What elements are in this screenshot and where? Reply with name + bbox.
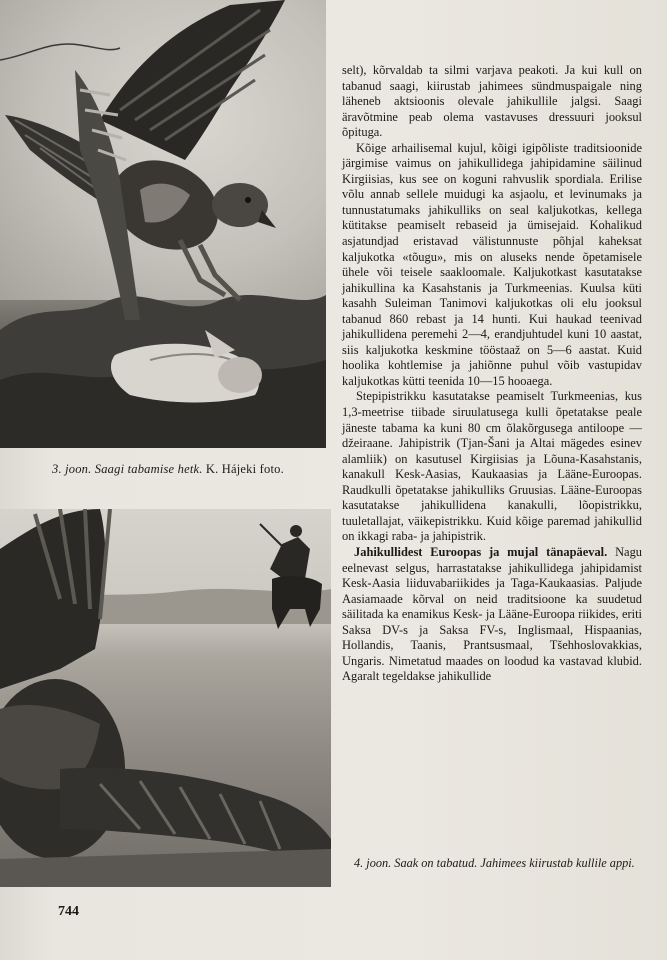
section-heading: Jahikullidest Euroopas ja mujal tänapäeval. [354, 544, 608, 559]
page-number: 744 [58, 904, 79, 919]
figure-3-photo [0, 0, 326, 448]
figure-4-photo [0, 509, 331, 887]
article-section-paragraph [342, 545, 642, 685]
article-text-column [342, 63, 642, 685]
article-paragraph: selt), kõrvaldab ta silmi varjava peakoti. Ja kui kull on tabanud saagi, kiirustab jahimees sündmuspaigale ning läheneb aktsioonis olevale jahikullile jalgsi. Saagi äravõtmine peab olema vastavuses dressuuri jooksul õpituga. [342, 63, 642, 140]
figure-4-caption: 4. joon. Saak on tabatud. Jahimees kiirustab kullile appi. [354, 856, 635, 870]
section-paragraph-text: Nagu eelnevast selgus, harrastatakse jahikullidega jahipidamist Kesk-Aasia liiduvabariikides ja Taga-Kaukaasias. Paljude Aasiamaade kõrval on neid traditsioone ka suudetud säilitada ka enamikus Kesk- ja Lääne-Euroopa riikides, eriti Saksa DV-s ja Saksa FV-s, Inglismaal, Hispaanias, Hollandis, Taanis, Prantsusmaal, Tšehhoslovakkias, Ungaris. Nimetatud maades on loodud ka vastavad klubid. Agaralt tegeldakse jahikullide [342, 544, 643, 684]
eagle-illustration [0, 509, 331, 887]
figure-3-photo-credit: K. Hájeki foto. [205, 462, 284, 476]
figure-3-caption [52, 462, 334, 477]
hawk-illustration [0, 0, 326, 448]
article-paragraph: Kõige arhailisemal kujul, kõigi igipõliste traditsioonide järgimise vaimus on jahikullidega jahipidamine säilinud Kirgiisias, kus see on koguni rahvuslik spordiala. Erilise võlu annab sellele muidugi ka asjaolu, et levinumaks ja tunnustatumaks jahikulliks on seal kaljukotkas, kellega kütitakse peamiselt rebaseid ja ümisejaid. Kohalikud asjatundjad eristavad välistunnuste põhjal kaheksat kaljukotka «tõugu», mis on aluseks nende õpetamisele ühele või teisele saakloomale. Kaljukotkast kasutatakse jahikullina ka Kasahstanis ja Turkmeenias. Kuulsa küti kasahh Suleiman Tanimovi kaljukotkas oli elu jooksul tabanud 860 rebast ja 14 hunti. Kui haukad teenivad jahikullidena peremehi 2—4, erandjuhtudel kuni 10 aastat, siis kaljukotka keskmine tööstaaž on 5—6 aastat. Kuid hoolika kohtlemise ja jahiõnne puhul võib vastupidav kaljukotkas kütti teenida 10—15 hooaega. [342, 140, 642, 388]
article-paragraph: Stepipistrikku kasutatakse peamiselt Turkmeenias, kus 1,3-meetrise tiibade siruulatusega kulli õpetatakse peale jäneste tabama ka kuni 80 cm õlakõrgusega antiloope — džeiraane. Jahipistrik (Tjan-Šani ja Altai mägedes esinev alamliik) on kasutusel Kirgiisias ja Lõuna-Kasahstanis, kanakull Kesk-Aasias, Kaukaasias ja Lääne-Euroopas. Raudkulli õpetatakse jahikulliks Gruusias. Lääne-Euroopas kasutatakse jahikullidena kanakulli, lõopistrikku, tuuletallajat, väikepistrikku. Kuid kõige paremad jahikullid on ikkagi raba- ja jahipistrik. [342, 389, 642, 544]
figure-3-caption-text: 3. joon. Saagi tabamise hetk. [52, 462, 203, 476]
